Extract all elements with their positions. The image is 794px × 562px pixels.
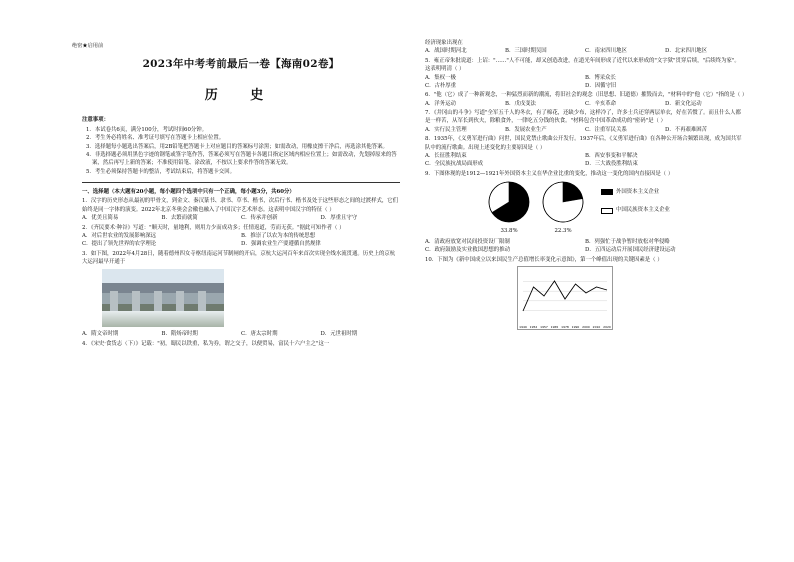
x-tick-label: 2020 (603, 324, 611, 329)
option: A．洋务运动 (425, 100, 456, 107)
option: C．唐太宗时期 (241, 331, 278, 338)
x-tick-label: 1965 (550, 324, 559, 329)
x-tick-label: 2000 (582, 324, 590, 329)
option: A．清政府放宽对民间投资设厂限制 (425, 238, 510, 245)
question-9 (425, 170, 745, 255)
left-column (82, 38, 400, 348)
x-tick-label: 1952 (529, 324, 538, 329)
option: A．隋文帝时期 (82, 331, 119, 338)
question-stem: 8．1935年，《义勇军进行曲》问世，国民党禁止歌曲公开发行。1937年后，《义勇军进行曲》在各种公开场合频繁出现，成为国共军队中的流行歌曲。出现上述变化的主要原因是（ ） (425, 136, 742, 151)
option: C．政府鼓励及实业救国思想的推动 (425, 247, 510, 254)
pie-legend (601, 188, 670, 225)
section-heading: 一、选择题（本大题有20小题，每小题四个选项中只有一个正确，每小题3分，共60分） (82, 189, 295, 196)
pie-svg (487, 180, 531, 224)
option: D．五四运动后开展国民经济建设运动 (585, 247, 676, 254)
question-stem: 9．下图体现的是1912—1921年外国资本主义在华企业比重的变化，推动这一变化的国内直接因是（ ） (425, 170, 674, 177)
note-item: 4．非选择题必须用黑色字迹的钢笔或签字笔作答，答案必须写在答题卡各题目指定区域内相应位置上；如需改动，先划掉原来的答案，然后再写上新的答案；不准使用铅笔、涂改液，不按以上要求作答的答案无效。 (86, 151, 397, 167)
option: B．隋炀帝时期 (161, 331, 198, 338)
pie-label: 22.3% (554, 228, 572, 235)
question-stem: 6．"他（它）成了一种新观念，一种猛烈而新的潮流，将旧社会的观念（旧思想、旧道德）摧毁而去，"材料中的"他（它）"指的是（ ） (425, 92, 748, 99)
divider (82, 182, 400, 183)
option: B．列强忙于战争暂时放松对华侵略 (585, 238, 670, 245)
question-stem: 5．雍正帝朱批说道：上诏："……"人不可能，却又创造改进，在道光年间形成了近代以来形成的"文字狱"贯穿后续，"后续终为家"。这表明明清（ ） (425, 57, 740, 73)
notes-block (82, 116, 400, 176)
option: A．对后世农业的发展影响深远 (82, 232, 156, 239)
plot-frame (518, 266, 613, 329)
pie-label: 33.8% (500, 228, 518, 235)
secret-label: 绝密★启用前 (72, 43, 104, 49)
question-7 (425, 109, 745, 134)
option: C．提出了领先世界的农学理论 (82, 241, 157, 248)
note-item: 3．选择题每小题选出答案后，用2B铅笔把答题卡上对应题目的答案标号涂黑；如需改动，用橡皮擦干净后，再选涂其他答案。 (86, 143, 388, 150)
option: C．传承并创新 (241, 215, 278, 222)
question-4 (82, 340, 400, 348)
option: C．全民族抗战局面形成 (425, 161, 484, 168)
option: D．因循守旧 (585, 82, 617, 89)
option: A．战国时期河北 (425, 48, 467, 55)
question-stem: 7．《井冈山的斗争》写道"全军五千人的冬衣，有了棉花，还缺少布，这样冷了，许多士兵还穿两层单衣，好在苦惯了。而且什么人都是一样苦，从军长到伙夫，除粮食外，一律吃五分钱的伙食。"材料包含中国革命成功的"密码"是（ ） (425, 110, 741, 125)
question-stem: 10．下图为《新中国成立以来国民生产总值增长率变化示意图》，第一个峰值出现的关键因素是（ ） (425, 256, 663, 263)
pie-chart-group (485, 180, 745, 236)
x-tick-label: 1957 (540, 324, 548, 329)
option: A．实行民主管理 (425, 126, 467, 133)
option: B．推崇了以农为本的传统思想 (241, 232, 316, 239)
right-column (425, 38, 748, 333)
canal-sluice-photo (102, 269, 224, 327)
question-8 (425, 135, 745, 169)
pie-chart-1921 (539, 180, 587, 236)
option: D．北宋四川地区 (665, 48, 708, 55)
question-stem: 1．汉字的历史形态从最初的甲骨文，到金文、秦汉篆书、隶书、草书、楷书，次后行书、楷书及处于这些形态之间的过渡样式，它们始终是同一字体的演变。2022年北京冬奥会会徽也融入了中国汉字艺术形态。这表明中国汉字的特征（ ） (82, 198, 399, 213)
option: D．新文化运动 (665, 100, 702, 107)
exam-title: 2023年中考考前最后一卷【海南02卷】 (142, 58, 340, 70)
note-item: 1．本试卷共6页，满分100分，考试时间60分钟。 (86, 126, 208, 133)
option: C．南宋四川地区 (585, 48, 627, 55)
option: C．辛亥革命 (585, 100, 617, 107)
option: D．强调农业生产要遵循自然规律 (241, 241, 321, 248)
notes-heading: 注意事项： (82, 117, 109, 124)
option: D．元世祖时期 (320, 331, 358, 338)
question-5 (425, 57, 745, 91)
option: D．厚重且守守 (320, 215, 358, 222)
gdp-growth-line-chart (517, 266, 745, 333)
option: A．集权一极 (425, 74, 456, 81)
legend-item (601, 188, 670, 196)
note-item: 5．考生必须保持答题卡的整洁，考试结束后，将答题卡交回。 (86, 168, 235, 175)
option: B．三国时期吴国 (505, 48, 547, 55)
question-2 (82, 224, 400, 249)
line-chart-svg (517, 266, 613, 330)
question-stem: 3．如下图，2022年4月28日，随着德州四女寺枢纽南运河节制闸的开启，京杭大运河百年来首次实现全线水流贯通。历史上的京杭大运河最早开通于 (82, 250, 396, 266)
option: D．不再艰难困苦 (665, 126, 708, 133)
x-ticks (519, 325, 611, 329)
question-6 (425, 91, 748, 108)
legend-item (601, 206, 670, 214)
question-3 (82, 250, 400, 339)
x-tick-label: 1949 (519, 324, 527, 329)
option: B．西安事变和平解决 (585, 152, 638, 159)
question-1 (82, 197, 400, 222)
pie-chart-1912 (485, 180, 533, 236)
x-tick-label: 2010 (592, 324, 601, 329)
question-stem: 2．《齐民要术·种谷》写道："顺天时，量地利，则用力少而成功多；任情返道，劳而无获。"据此可知作者（ ） (82, 224, 345, 231)
pie-svg (541, 180, 585, 224)
option: B．博采众长 (585, 74, 616, 81)
option: C．古朴厚重 (425, 82, 457, 89)
option: D．三大战役胜利结束 (585, 161, 638, 168)
x-tick-label: 1990 (571, 324, 580, 329)
note-item: 2．考生务必将姓名、准考证号填写在答题卡上相应位置。 (86, 135, 225, 142)
question-10 (425, 256, 745, 334)
option: B．发展农业生产 (505, 126, 547, 133)
question-stem: 4．《宋史·食货志（下）》记载："初，蜀民以铁重，私为券，谓之交子，以便贸易，富民十六户主之"这一 (82, 340, 330, 347)
option: B．去繁而就简 (161, 215, 198, 222)
legend-label: 外国资本主义企业 (616, 189, 660, 195)
option: C．注重军民关系 (585, 126, 627, 133)
question-stem: 经济现象出现在 (425, 40, 463, 46)
x-tick-label: 1978 (561, 324, 569, 329)
subject-title: 历 史 (204, 88, 278, 104)
option: A．长征胜利结束 (425, 152, 467, 159)
option: B．戊戌变法 (505, 100, 536, 107)
question-4-continued (425, 39, 745, 56)
legend-label: 中国民族资本主义企业 (616, 207, 670, 214)
option: A．优美且简易 (82, 215, 119, 222)
